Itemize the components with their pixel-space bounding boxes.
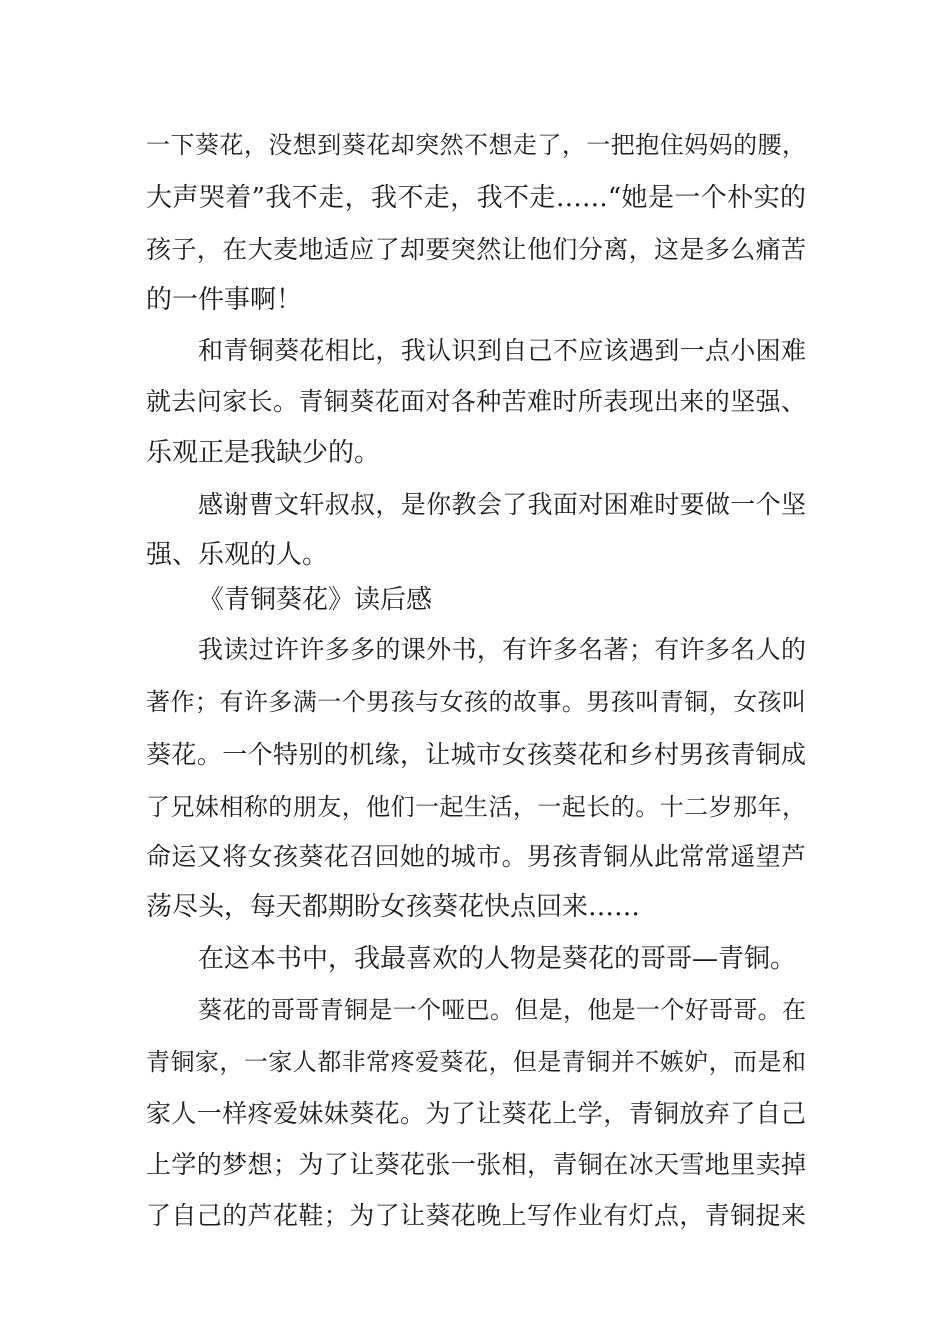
text-line: 家人一样疼爱妹妹葵花。为了让葵花上学，青铜放弃了自己 [146,1099,806,1128]
text-line: 青铜家，一家人都非常疼爱葵花，但是青铜并不嫉妒，而是和 [146,1048,806,1076]
text-line: 强、乐观的人。 [146,540,329,570]
text-line: 了自己的芦花鞋；为了让葵花晚上写作业有灯点，青铜捉来 [146,1201,806,1230]
section-title: 《青铜葵花》读后感 [198,585,433,615]
text-line: 孩子，在大麦地适应了却要突然让他们分离，这是多么痛苦 [146,235,806,264]
text-line: 葵花的哥哥青铜是一个哑巴。但是，他是一个好哥哥。在 [198,996,806,1024]
text-line: 命运又将女孩葵花召回她的城市。男孩青铜从此常常遥望芦 [146,842,806,871]
text-line: 在这本书中，我最喜欢的人物是葵花的哥哥—青铜。 [198,944,797,974]
text-line: 就去问家长。青铜葵花面对各种苦难时所表现出来的坚强、 [146,387,806,416]
text-line: 荡尽头，每天都期盼女孩葵花快点回来…… [146,892,641,922]
text-line: 葵花。一个特别的机缘，让城市女孩葵花和乡村男孩青铜成 [146,740,806,769]
text-line: 大声哭着”我不走，我不走，我不走……“她是一个朴实的 [146,183,806,213]
text-line: 著作；有许多满一个男孩与女孩的故事。男孩叫青铜，女孩叫 [146,688,806,716]
text-line: 感谢曹文轩叔叔，是你教会了我面对困难时要做一个坚 [198,490,806,519]
text-line: 上学的梦想；为了让葵花张一张相，青铜在冰天雪地里卖掉 [146,1150,806,1179]
text-line: 了兄妹相称的朋友，他们一起生活，一起长的。十二岁那年， [146,793,806,821]
text-line: 一下葵花，没想到葵花却突然不想走了，一把抱住妈妈的腰， [146,131,806,159]
text-line: 我读过许许多多的课外书，有许多名著；有许多名人的 [198,635,806,664]
text-line: 乐观正是我缺少的。 [146,438,381,468]
text-line: 的一件事啊！ [146,285,303,315]
text-line: 和青铜葵花相比，我认识到自己不应该遇到一点小困难 [198,336,806,365]
